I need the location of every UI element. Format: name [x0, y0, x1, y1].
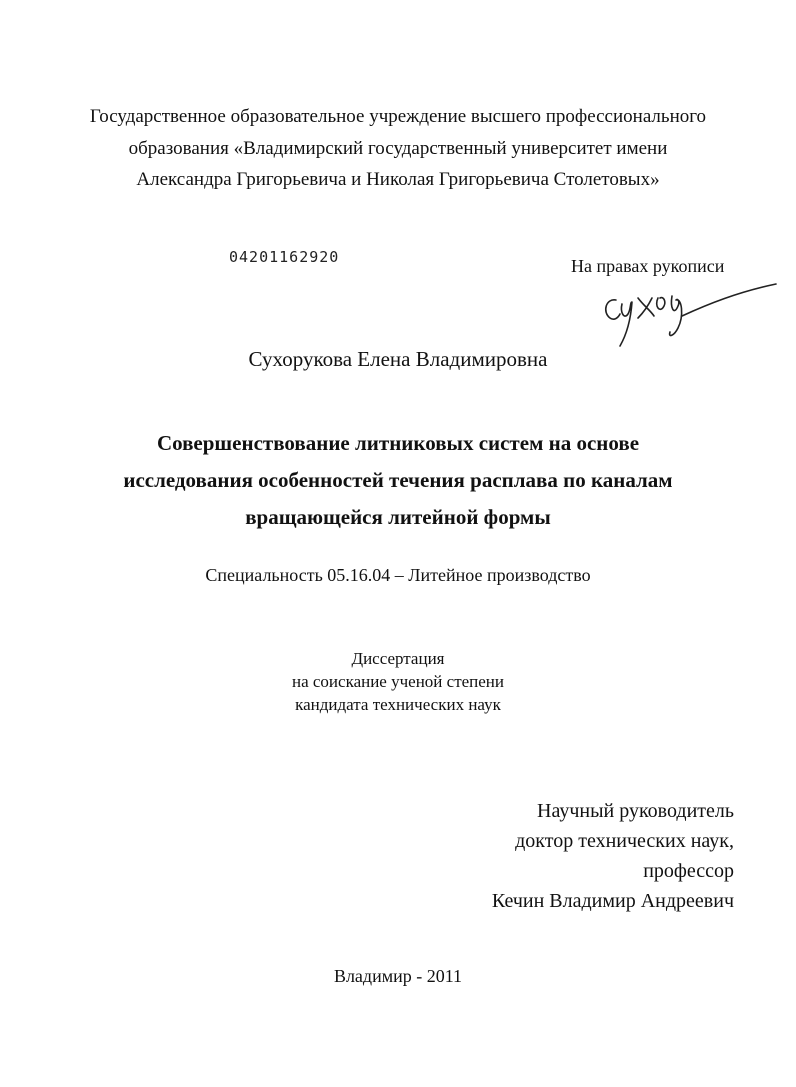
signature-icon [598, 276, 778, 352]
institution-line: Александра Григорьевича и Николая Григорьевича Столетовых» [136, 169, 660, 190]
title-line: исследования особенностей течения расплава по каналам [123, 468, 673, 492]
dissertation-line: на соискание ученой степени [291, 672, 505, 691]
catalog-number: 04201162920 [229, 248, 340, 266]
dissertation-line: кандидата технических наук [295, 695, 501, 714]
supervisor-line: доктор технических наук, [515, 830, 734, 852]
institution-line: Государственное образовательное учреждение высшего профессионального [89, 106, 707, 127]
dissertation-line: Диссертация [351, 649, 445, 668]
supervisor-line: Кечин Владимир Андреевич [491, 890, 734, 912]
supervisor-line: профессор [643, 860, 734, 882]
title-line: вращающейся литейной формы [245, 505, 551, 529]
author-name: Сухорукова Елена Владимировна [248, 347, 548, 371]
manuscript-rights: На правах рукописи [571, 256, 725, 276]
institution-line: образования «Владимирский государственный университет имени [128, 137, 668, 159]
specialty: Специальность 05.16.04 – Литейное производство [205, 565, 591, 585]
institution-header [0, 101, 796, 196]
supervisor-block [492, 796, 734, 916]
title-line: Совершенствование литниковых систем на основе [156, 431, 640, 455]
dissertation-title [0, 425, 796, 536]
dissertation-type [0, 647, 796, 716]
city-year: Владимир - 2011 [333, 966, 463, 986]
supervisor-line: Научный руководитель [537, 800, 734, 822]
